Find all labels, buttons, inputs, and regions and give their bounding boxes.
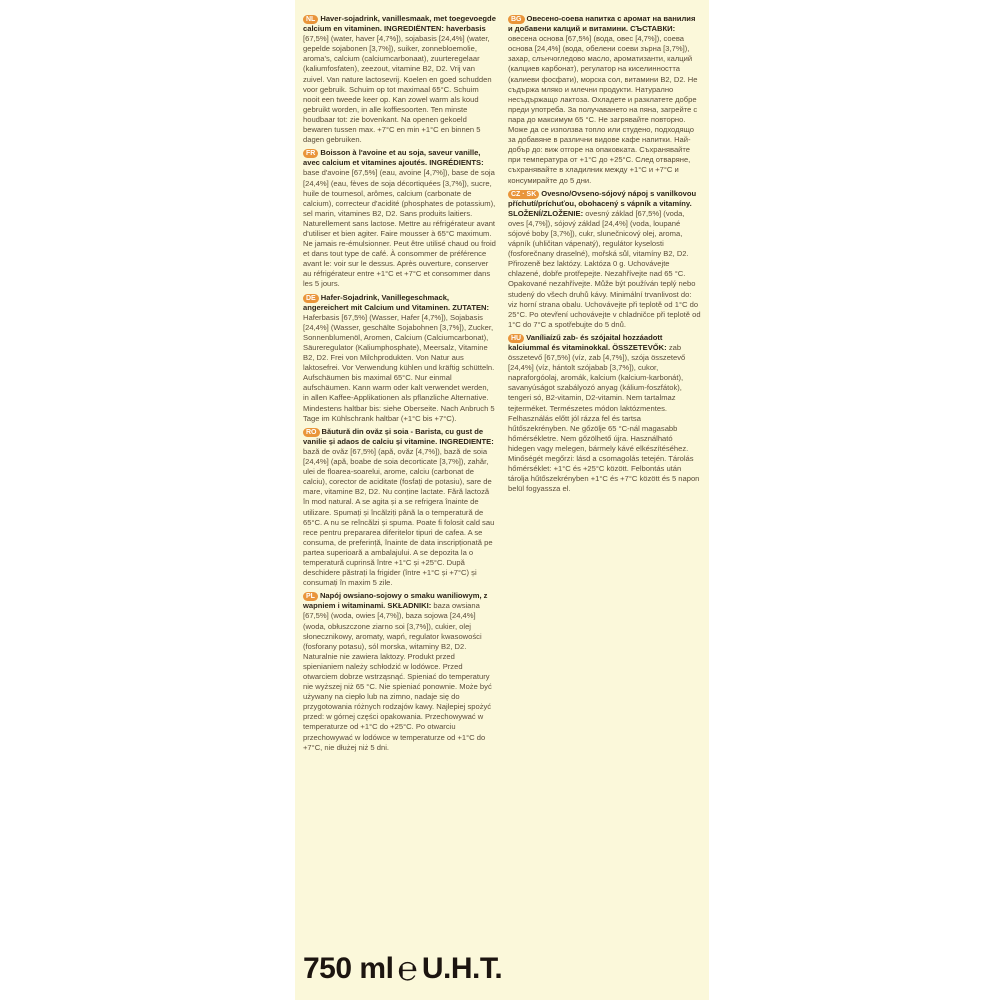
- label-footer: [303, 952, 502, 986]
- ingredient-text: Haferbasis [67,5%] (Wasser, Hafer [4,7%]), Sojabasis [24,4%] (Wasser, geschälte Sojabohnen [3,7%]), Zucker, Sonnenblumenöl, Aromen, Calcium (Calciumcarbonat), Säureregulator (Kaliumphosphate), Meersalz, Vitamine B2, D2. Frei von Milchprodukten. Von Natur aus laktosefrei. Vor Verwendung kühlen und kräftig schütteln. Aufschäumen bis maximal 65°C. Nur einmal aufschäumen. Kann warm oder kalt verwendet werden, in allen Kaffee-Applikationen als pflanzliche Alternative. Mindestens haltbar bis: siehe Oberseite. Nach Anbruch 5 Tage im Kühlschrank haltbar (+1°C bis +7°C).: [303, 312, 495, 423]
- volume-text: 750 ml: [303, 952, 394, 985]
- ingredient-text: bază de ovăz [67,5%] (apă, ovăz [4,7%]), bază de soia [24,4%] (apă, boabe de soia decorticate [3,7%]), zahăr, ulei de floarea-soarelui, arome, calciu (carbonat de calciu), corector de aciditate (fosfați de potasiu), sare de mare, vitamine B2, D2. Nu conține lactate. Fără lactoză în mod natural. A se agita și a se refrigera înainte de utilizare. Spumați și încălziți până la o temperatură de 65°C. A nu se reîncălzi și spuma. Poate fi folosit cald sau rece pentru prepararea diferitelor tipuri de cafea. A se consuma, de preferință, înainte de data inscripționată pe partea superioară a ambalajului. A se depozita la o temperatură cuprinsă între +1°C și +25°C. După deschidere păstrați la frigider (între +1°C și +7°C) și consumați în maxim 5 zile.: [303, 446, 495, 588]
- left-column: [303, 14, 496, 954]
- ingredient-text: baza owsiana [67,5%] (woda, owies [4,7%]), baza sojowa [24,4%] (woda, obłuszczone ziarno soi [3,7%]), cukier, olej słonecznikowy, aromaty, wapń, regulator kwasowości (fosforany potasu), sól morska, witaminy B2, D2. Naturalnie nie zawiera laktozy. Produkt przed spienianiem należy schłodzić w lodówce. Przed otwarciem dobrze wstrząsnąć. Spieniać do temperatury nie wyższej niż 65 °C. Nie spieniać ponownie. Może być używany na ciepło lub na zimno, nadaje się do przygotowania różnych rodzajów kawy. Najlepiej spożyć przed: w górnej części opakowania. Przechowywać w temperaturze od +1°C do +25°C. Po otwarciu przechowywać w lodówce w temperaturze od +1°C do +7°C, nie dłużej niż 5 dni.: [303, 601, 492, 752]
- ingredient-text: овесена основа [67,5%] (вода, овес [4,7%]), соева основа [24,4%] (вода, обелени соеви зърна [3,7%]), захар, слънчогледово масло, ароматизанти, калций (калциев карбонат), регулатор на киселинността (калиеви фосфати), морска сол, витамини B2, D2. Не съдържа мляко и млечни продукти. Натурално несъдържащо лактоза. Охладете и разклатете добре преди употреба. За получаването на пяна, загрейте с пара до максимум 65 °C. Не загрявайте повторно. Може да се използва топло или студено, подходящо за добавяне в различни видове кафе напитки. Най-добър до: виж отгоре на опаковката. Съхранявайте при температура от +1°C до +25°C. След отваряне, съхранявайте в хладилник между +1°C и +7°C и консумирайте до 5 дни.: [508, 34, 698, 185]
- estimated-sign-icon: ℮: [397, 950, 418, 988]
- right-column: [508, 14, 701, 954]
- language-code-badge: RO: [303, 428, 320, 437]
- product-heading: Napój owsiano-sojowy o smaku waniliowym, z wapniem i witaminami. SKŁADNIKI:: [303, 591, 488, 611]
- ingredient-label: [295, 0, 709, 1000]
- product-heading: Boisson à l'avoine et au soja, saveur vanille, avec calcium et vitamines ajoutés. INGRÉDIENTS:: [303, 148, 484, 168]
- language-block-pl: [303, 591, 496, 753]
- uht-text: U.H.T.: [421, 952, 503, 985]
- language-code-badge: HU: [508, 334, 524, 343]
- language-code-badge: FR: [303, 149, 318, 158]
- language-code-badge: BG: [508, 15, 525, 24]
- language-block-ro: [303, 427, 496, 589]
- language-code-badge: PL: [303, 592, 318, 601]
- language-block-de: [303, 293, 496, 424]
- product-heading: Vaníliaízű zab- és szójaital hozzáadott kalciummal és vitaminokkal. ÖSSZETEVŐK:: [508, 332, 667, 352]
- language-block-bg: [508, 14, 701, 186]
- product-heading: Haver-sojadrink, vanillesmaak, met toegevoegde calcium en vitaminen. INGREDIËNTEN: haverbasis: [303, 14, 496, 34]
- language-code-badge: DE: [303, 294, 319, 303]
- language-block-nl: [303, 14, 496, 145]
- product-heading: Hafer-Sojadrink, Vanillegeschmack, angereichert mit Calcium und Vitaminen. ZUTATEN:: [303, 292, 490, 312]
- language-block-cz-sk: [508, 189, 701, 330]
- ingredient-text: ovesný základ [67,5%] (voda, oves [4,7%]), sójový základ [24,4%] (voda, loupané sójové boby [3,7%]), cukr, slunečnicový olej, aroma, vápník (uhličitan vápenatý), regulátor kyselosti (fosforečnany draselné), mořská sůl, vitamíny B2, D2. Přirozeně bez laktózy. Laktóza 0 g. Uchovávejte chlazené, dobře protřepejte. Nezahřívejte nad 65 °C. Opakované nezahřívejte. Může být používán teplý nebo studený do všech druhů kávy. Minimální trvanlivost do: viz horní strana obalu. Uchovávejte při teplotě od 1°C do 25°C. Po otevření uchovávejte v chladničce při teplotě od 1°C do 7°C a spotřebujte do 5 dnů.: [508, 208, 701, 329]
- language-block-hu: [508, 333, 701, 495]
- language-code-badge: NL: [303, 15, 318, 24]
- product-heading: Ovesno/Ovseno-sójový nápoj s vanilkovou příchutí/príchuťou, obohacený s vápník a vitamíny. SLOŽENÍ/ZLOŽENIE:: [508, 188, 697, 218]
- product-heading: Băutură din ovăz și soia - Barista, cu gust de vanilie și adaos de calciu și vitamine. INGREDIENTE:: [303, 426, 494, 446]
- label-columns: [303, 14, 701, 954]
- product-heading: Овесено-соева напитка с аромат на ванилия и добавени калций и витамини. СЪСТАВКИ:: [508, 14, 696, 34]
- ingredient-text: zab összetevő [67,5%] (víz, zab [4,7%]), szója összetevő [24,4%] (víz, hántolt szójabab [3,7%]), cukor, napraforgóolaj, aromák, kalcium (kalcium-karbonát), savanyúságot szabályozó anyag (kálium-foszfátok), tengeri só, B2-vitamin, D2-vitamin. Nem tartalmaz tejterméket. Természetes módon laktózmentes. Felhasználás előtt jól rázza fel és tartsa hűtőszekrényben. Ne gőzölje 65 °C-nál magasabb hőmérsékletre. Nem gőzölhető újra. Használható hidegen vagy melegen, bármely kávé elkészítéséhez. Minőségét megőrzi: lásd a csomagolás tetején. Tárolás hőmérséklet: +1°C és +25°C között. Felbontás után tárolja hűtőszekrényben +1°C és +7°C között és 5 napon belül fogyassza el.: [508, 343, 700, 494]
- ingredient-text: [67,5%] (water, haver [4,7%]), sojabasis [24,4%] (water, gepelde sojabonen [3,7%]), suiker, zonnebloemolie, aroma's, calcium (calciumcarbonaat), zuurteregelaar (kaliumfosfaten), zeezout, vitamine B2, D2. Vrij van zuivel. Van nature lactosevrij. Koelen en goed schudden voor gebruik. Schuim op tot maximaal 65°C. Schuim nooit een tweede keer op. Kan zowel warm als koud gebruikt worden, in alle koffiesoorten. Ten minste houdbaar tot: zie bovenkant. Na openen gekoeld bewaren tussen max. +7°C en min +1°C en binnen 5 dagen gebruiken.: [303, 34, 492, 145]
- ingredient-text: base d'avoine [67,5%] (eau, avoine [4,7%]), base de soja [24,4%] (eau, fèves de soja décortiquées [3,7%]), sucre, huile de tournesol, arômes, calcium (carbonate de calcium), correcteur d'acidité (phosphates de potassium), sel marin, vitamines B2, D2. Sans produits laitiers. Naturellement sans lactose. Mettre au réfrigérateur avant d'utiliser et bien agiter. Faire mousser à 65°C maximum. Ne jamais re-émulsionner. Peut être utilisé chaud ou froid et dans tout type de café. À consommer de préférence avant le: voir sur le dessus. Après ouverture, conserver au réfrigérateur entre +1°C et +7°C et consommer dans les 5 jours.: [303, 168, 496, 289]
- language-block-fr: [303, 148, 496, 289]
- language-code-badge: CZ · SK: [508, 190, 539, 199]
